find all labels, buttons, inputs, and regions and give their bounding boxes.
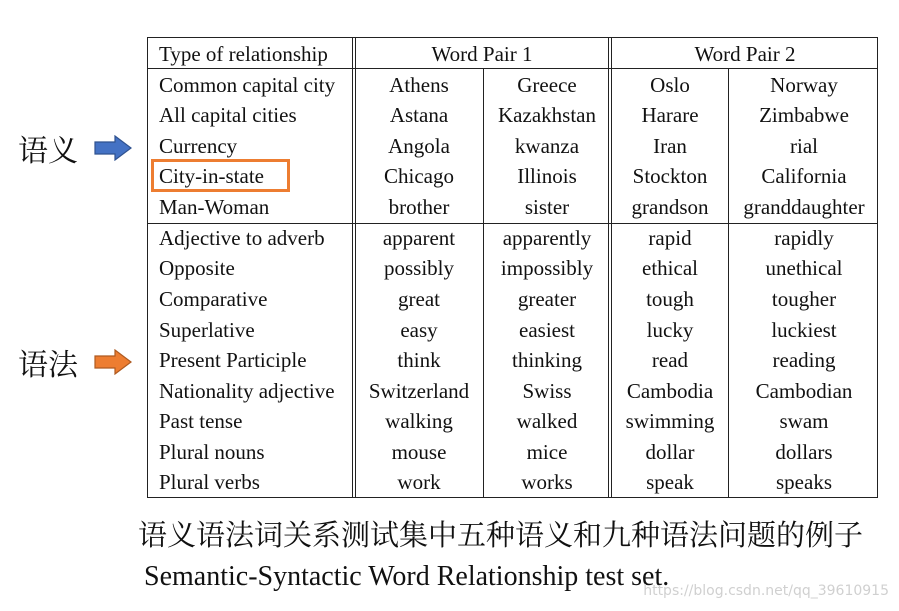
pair2-word-b: rial <box>790 134 818 158</box>
syntactic-label-text: 语法 <box>18 348 78 383</box>
pair1-word-b: greater <box>517 287 577 311</box>
pair2-word-b: reading <box>772 348 836 372</box>
pair1-word-a: Astana <box>389 103 449 127</box>
row-type: Present Participle <box>159 348 307 372</box>
pair2-word-a: dollar <box>645 440 695 464</box>
pair1-word-a: great <box>398 287 440 311</box>
pair1-word-b: walked <box>516 409 578 433</box>
row-type: Plural nouns <box>159 440 265 464</box>
pair1-word-b: kwanza <box>514 134 580 158</box>
pair1-word-b: mice <box>526 440 568 464</box>
arrow-right-icon <box>94 135 132 161</box>
watermark: https://blog.csdn.net/qq_39610915 <box>643 583 889 599</box>
row-type: Opposite <box>159 256 235 280</box>
pair2-word-a: grandson <box>631 195 709 219</box>
pair1-word-a: work <box>397 470 441 494</box>
pair2-word-a: rapid <box>648 226 692 250</box>
row-type: Plural verbs <box>159 470 260 494</box>
pair1-word-b: apparently <box>502 226 592 250</box>
row-type: Man-Woman <box>159 195 270 219</box>
pair1-word-a: walking <box>385 409 453 433</box>
pair1-word-b: Illinois <box>517 164 577 188</box>
caption-english: Semantic-Syntactic Word Relationship test set. <box>144 561 670 592</box>
pair1-word-a: Angola <box>388 134 450 158</box>
pair1-word-a: possibly <box>383 256 454 280</box>
pair2-word-a: read <box>651 348 689 372</box>
pair1-word-b: impossibly <box>500 256 594 280</box>
column-divider <box>483 68 484 497</box>
pair2-word-a: speak <box>646 470 694 494</box>
pair1-word-b: easiest <box>519 318 575 342</box>
pair1-word-b: sister <box>524 195 570 219</box>
pair2-word-b: unethical <box>765 256 843 280</box>
header-word-pair-2: Word Pair 2 <box>694 42 796 66</box>
pair2-word-a: ethical <box>642 256 698 280</box>
row-type: Comparative <box>159 287 268 311</box>
pair2-word-a: tough <box>646 287 694 311</box>
pair1-word-a: easy <box>400 318 438 342</box>
pair2-word-b: Zimbabwe <box>759 103 849 127</box>
pair1-word-b: works <box>521 470 573 494</box>
pair2-word-b: rapidly <box>774 226 834 250</box>
pair1-word-a: Chicago <box>384 164 454 188</box>
caption-chinese: 语义语法词关系测试集中五种语义和九种语法问题的例子 <box>138 518 864 552</box>
pair1-word-b: Swiss <box>522 379 572 403</box>
arrow-right-icon <box>94 349 132 375</box>
pair1-word-b: Kazakhstan <box>498 103 596 127</box>
pair2-word-b: Cambodian <box>755 379 853 403</box>
row-type: Common capital city <box>159 73 336 97</box>
row-type: Adjective to adverb <box>159 226 325 250</box>
pair2-word-b: California <box>761 164 847 188</box>
section-divider <box>148 223 877 224</box>
pair2-word-b: luckiest <box>771 318 837 342</box>
pair1-word-a: Switzerland <box>368 379 470 403</box>
row-type: Superlative <box>159 318 255 342</box>
row-type: Nationality adjective <box>159 379 335 403</box>
pair1-word-a: think <box>397 348 441 372</box>
pair2-word-a: lucky <box>646 318 694 342</box>
pair2-word-a: Oslo <box>650 73 690 97</box>
header-word-pair-1: Word Pair 1 <box>431 42 533 66</box>
pair2-word-a: Harare <box>641 103 699 127</box>
pair2-word-a: Stockton <box>632 164 708 188</box>
pair2-word-b: tougher <box>771 287 837 311</box>
pair2-word-b: Norway <box>770 73 838 97</box>
pair2-word-b: dollars <box>775 440 833 464</box>
pair1-word-a: mouse <box>391 440 447 464</box>
pair1-word-b: Greece <box>517 73 577 97</box>
pair2-word-a: Cambodia <box>626 379 714 403</box>
pair2-word-b: speaks <box>776 470 832 494</box>
semantic-label-text: 语义 <box>18 134 78 169</box>
pair2-word-a: swimming <box>625 409 715 433</box>
pair2-word-b: swam <box>779 409 829 433</box>
header-type: Type of relationship <box>159 42 328 66</box>
row-type: City-in-state <box>159 164 264 188</box>
column-divider <box>728 68 729 497</box>
pair1-word-a: Athens <box>389 73 449 97</box>
row-type: Past tense <box>159 409 243 433</box>
word-relationship-table <box>147 37 878 498</box>
pair1-word-a: apparent <box>382 226 456 250</box>
header-divider <box>148 68 877 69</box>
semantic-label <box>18 126 132 170</box>
pair1-word-b: thinking <box>511 348 582 372</box>
pair1-word-a: brother <box>388 195 450 219</box>
row-type: All capital cities <box>159 103 297 127</box>
row-type: Currency <box>159 134 238 158</box>
pair2-word-b: granddaughter <box>743 195 865 219</box>
syntactic-label <box>18 340 132 384</box>
pair2-word-a: Iran <box>653 134 687 158</box>
column-divider <box>352 38 353 497</box>
